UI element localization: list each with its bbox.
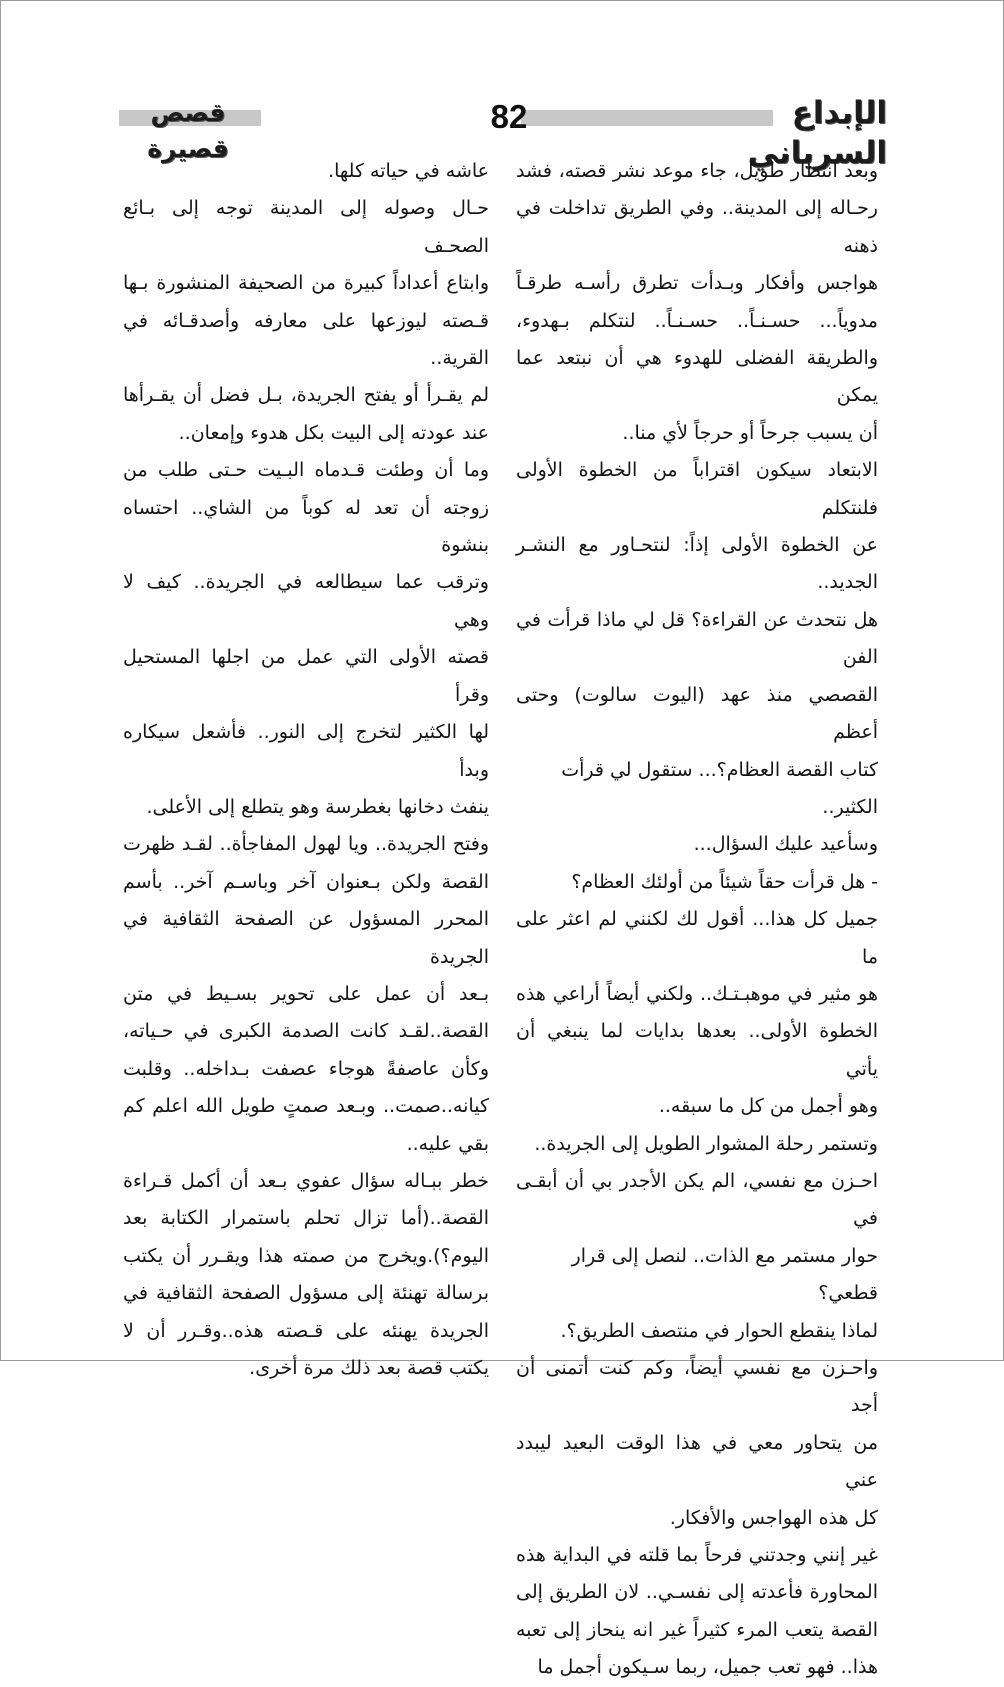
text-line: احـزن مع نفسي، الم يكن الأجدر بي أن أبقـى في xyxy=(516,1169,878,1230)
text-line: جميل كل هذا... أقول لك لكنني لم اعثر على ما xyxy=(516,908,878,968)
text-line: وهو أجمل من كل ما سبقه.. xyxy=(658,1095,878,1118)
text-line: عاشه في حياته كلها. xyxy=(328,160,489,182)
text-line: واحـزن مع نفسي أيضاً، وكم كنت أتمنى أن أجد xyxy=(516,1357,878,1417)
text-column-right xyxy=(516,153,878,1687)
text-line: الجريدة يهنئه على قـصته هذه..وقـرر أن لا xyxy=(123,1319,489,1342)
text-line: يكتب قصة بعد ذلك مرة أخرى. xyxy=(249,1357,489,1379)
text-line: هذا.. فهو تعب جميل، ربما سـيكون أجمل ما xyxy=(537,1656,878,1679)
text-line: هل نتحدث عن القراءة؟ قل لي ماذا قرأت في الفن xyxy=(516,608,878,669)
text-line: المحرر المسؤول عن الصفحة الثقافية في الجريدة xyxy=(123,908,489,968)
text-line: لم يقـرأ أو يفتح الجريدة، بـل فضل أن يقـرأها xyxy=(123,384,489,407)
text-column-left xyxy=(123,153,489,1387)
text-line: وبعد انتظار طويل، جاء موعد نشر قصته، فشد xyxy=(516,160,878,182)
text-line: قصته الأولى التي عمل من اجلها المستحيل وقرأ xyxy=(123,646,489,706)
text-line: وسأعيد عليك السؤال... xyxy=(693,833,878,856)
text-line: القصة..لقـد كانت الصدمة الكبرى في حـياته، xyxy=(123,1020,489,1043)
magazine-title: الإبداع السرياني xyxy=(747,95,887,171)
text-line: كيانه..صمت.. وبـعد صمتٍ طويل الله اعلم كم xyxy=(123,1095,489,1118)
text-line: القصصي منذ عهد (اليوت سالوت) وحتى أعظم xyxy=(516,683,878,744)
text-line: قـصته ليوزعها على معارفه وأصدقـائه في xyxy=(123,309,489,332)
text-line: عند عودته إلى البيت بكل هدوء وإمعان.. xyxy=(178,421,489,444)
section-title: قصص قصيرة xyxy=(147,98,229,163)
text-line: حـال وصوله إلى المدينة توجه إلى بـائع الصحـف xyxy=(123,197,489,257)
text-line: وما أن وطئت قـدماه البـيت حـتى طلب من xyxy=(123,459,489,482)
text-line: لها الكثير لتخرج إلى النور.. فأشعل سيكاره وبدأ xyxy=(123,721,489,781)
text-line: أن يسبب جرحاً أو حرجاً لأي منا.. xyxy=(622,421,878,444)
text-line: القصة يتعب المرء كثيراً غير انه ينحاز إلى تعبه xyxy=(516,1618,878,1641)
text-line: وكأن عاصفةً هوجاء عصفت بـداخله.. وقلبت xyxy=(123,1057,489,1080)
text-line: والطريقة الفضلى للهدوء هي أن نبتعد عما يمكن xyxy=(516,347,878,407)
text-line: برسالة تهنئة إلى مسؤول الصفحة الثقافية في xyxy=(123,1282,489,1305)
text-line: اليوم؟).ويخرج من صمته هذا ويقـرر أن يكتب xyxy=(123,1244,489,1267)
text-line: وفتح الجريدة.. ويا لهول المفاجأة.. لقـد ظهرت xyxy=(123,833,489,856)
text-line: - هل قرأت حقاً شيئاً من أولئك العظام؟ xyxy=(571,870,878,893)
text-line: كل هذه الهواجس والأفكار. xyxy=(669,1506,878,1529)
text-line: الخطوة الأولى.. بعدها بدايات لما ينبغي أن يأتي xyxy=(516,1020,878,1080)
text-line: وترقب عما سيطالعه في الجريدة.. كيف لا وهي xyxy=(123,571,489,631)
text-line: خطر ببـاله سؤال عفوي بـعد أن أكمل قـراءة xyxy=(123,1169,489,1192)
page-number: 82 xyxy=(490,98,528,135)
text-line: مدوياً... حسـنـاً.. حسـنـاً.. لنتكلم بـهدوء، xyxy=(516,309,878,332)
text-line: وتستمر رحلة المشوار الطويل إلى الجريدة.. xyxy=(534,1132,878,1155)
text-line: لماذا ينقطع الحوار في منتصف الطريق؟. xyxy=(560,1319,878,1342)
text-line: زوجته أن تعد له كوباً من الشاي.. احتساه بنشوة xyxy=(123,496,489,557)
text-line: بقي عليه.. xyxy=(406,1132,489,1155)
text-line: وابتاع أعداداً كبيرة من الصحيفة المنشورة بـها xyxy=(123,272,489,295)
text-line: هو مثير في موهبـتـك.. ولكني أيضاً أراعي هذه xyxy=(516,982,878,1005)
text-line: القرية.. xyxy=(430,347,489,370)
text-line: بـعد أن عمل على تحوير بسـيط في متن xyxy=(123,982,489,1005)
text-line: هواجس وأفكار وبـدأت تطرق رأسـه طرقـاً xyxy=(516,272,878,295)
text-line: رحـاله إلى المدينة.. وفي الطريق تداخلت في ذهنه xyxy=(516,197,878,257)
text-line: الابتعاد سيكون اقتراباً من الخطوة الأولى فلنتكلم xyxy=(516,459,878,519)
text-line: المحاورة فأعدته إلى نفسـي.. لان الطريق إلى xyxy=(516,1581,878,1604)
text-line: ينفث دخانها بغطرسة وهو يتطلع إلى الأعلى. xyxy=(146,795,489,818)
text-line: من يتحاور معي في هذا الوقت البعيد ليبدد عني xyxy=(516,1431,878,1492)
text-line: القصة ولكن بـعنوان آخر وباسـم آخر.. بأسم xyxy=(123,870,489,893)
text-line: كتاب القصة العظام؟... ستقول لي قرأت الكثير.. xyxy=(561,758,878,818)
text-line: غير إنني وجدتني فرحاً بما قلته في البداية هذه xyxy=(516,1544,878,1567)
text-line: عن الخطوة الأولى إذاً: لنتحـاور مع النشـر xyxy=(516,534,878,557)
text-line: الجديد.. xyxy=(817,571,878,594)
text-line: حوار مستمر مع الذات.. لنصل إلى قرار قطعي؟ xyxy=(571,1244,878,1305)
text-line: القصة..(أما تزال تحلم باستمرار الكتابة بعد xyxy=(123,1207,489,1230)
